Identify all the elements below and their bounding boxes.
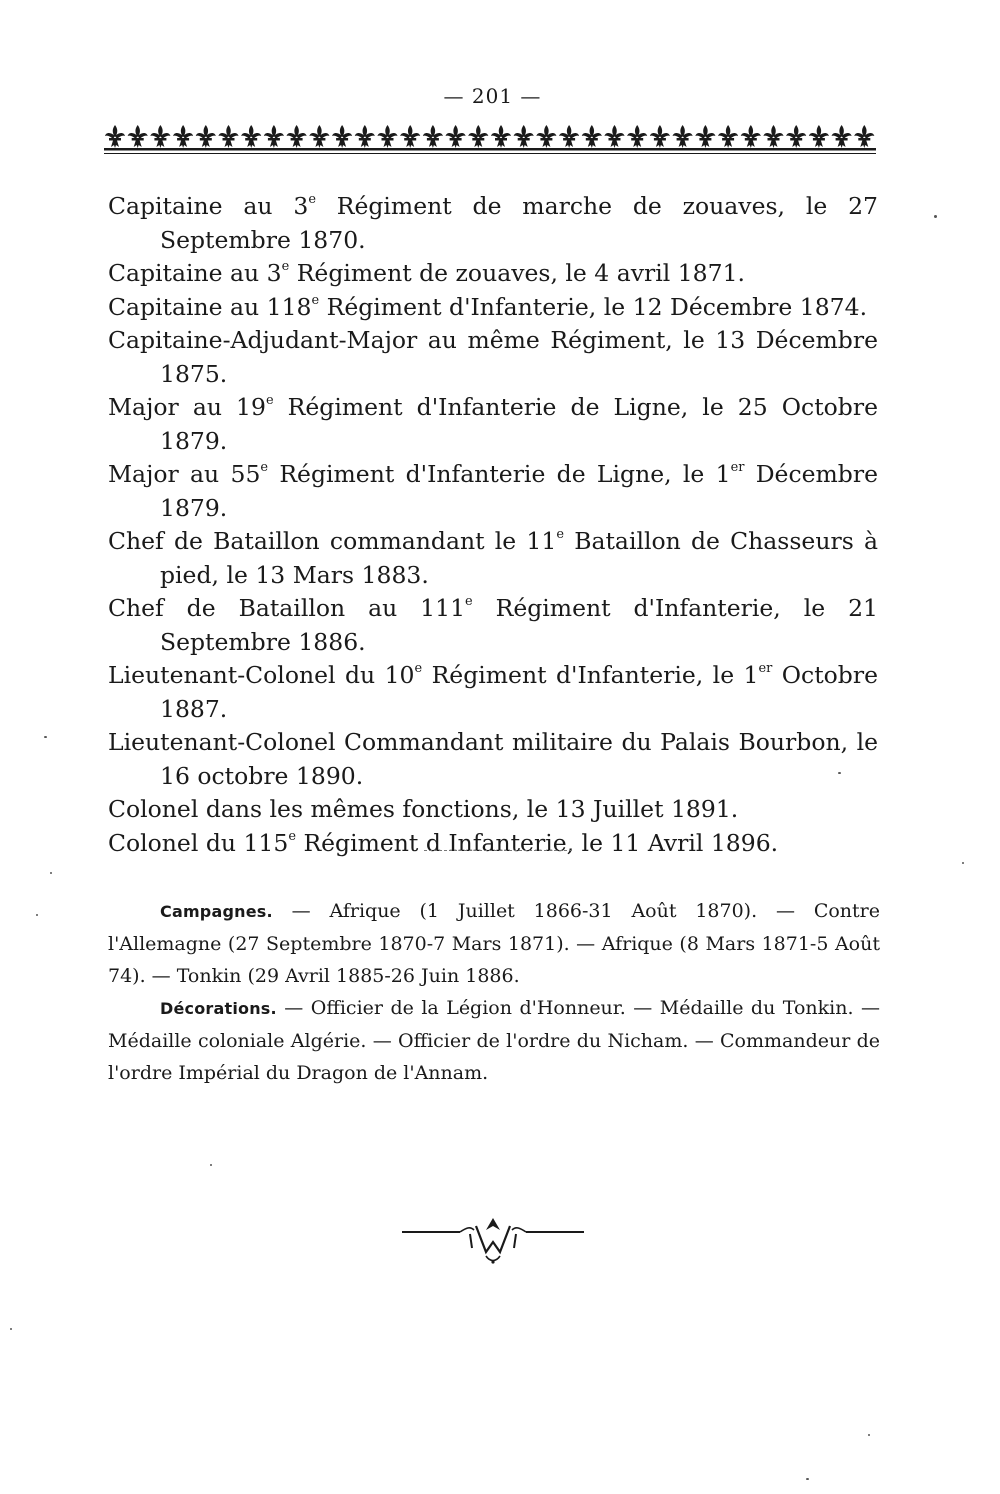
entry-text: Régiment de marche de zouaves, le 27 Septembre 1870. <box>160 192 878 254</box>
fleur-de-lis-icon <box>309 125 329 148</box>
section-divider <box>424 850 572 851</box>
fleur-de-lis-icon <box>446 125 466 148</box>
fleur-de-lis-icon <box>196 125 216 148</box>
entry-text: Lieutenant-Colonel Commandant militaire du Palais Bourbon, le 16 octobre 1890. <box>108 728 878 790</box>
scan-speck <box>934 215 937 218</box>
entry-text: Régiment d'Infanterie, le 1 <box>422 661 759 689</box>
entry-text: Régiment de zouaves, le 4 avril 1871. <box>289 259 746 287</box>
career-entry <box>108 827 878 861</box>
entry-text: Chef de Bataillon au 111 <box>108 594 466 622</box>
ordinal-suffix: e <box>311 292 320 308</box>
entry-text: Colonel du 115 <box>108 828 289 857</box>
fleur-de-lis-icon <box>378 125 398 148</box>
entry-text: Octobre 1887. <box>160 661 878 723</box>
fleur-de-lis-icon <box>673 125 693 148</box>
scan-speck <box>838 772 841 774</box>
ordinal-suffix: e <box>288 828 296 844</box>
ordinal-suffix: e <box>260 460 269 476</box>
fleur-de-lis-icon <box>491 125 511 148</box>
ordinal-suffix: er <box>730 460 745 476</box>
service-notes <box>108 895 880 1089</box>
career-entry <box>108 592 878 659</box>
ordinal-suffix: e <box>281 259 290 275</box>
entry-text: Capitaine au 3 <box>108 192 309 220</box>
career-entry <box>108 257 878 291</box>
entry-text: Régiment d'Infanterie, le 21 Septembre 1886. <box>160 594 878 656</box>
career-entry <box>108 659 878 726</box>
fleur-de-lis-icon <box>809 125 829 148</box>
fleur-de-lis-icon <box>695 125 715 148</box>
fleur-de-lis-icon <box>605 125 625 148</box>
fleur-de-lis-icon <box>150 125 170 148</box>
fleur-de-lis-icon <box>650 125 670 148</box>
ordinal-suffix: e <box>265 393 274 409</box>
scan-speck <box>962 862 964 864</box>
fleur-de-lis-icon <box>786 125 806 148</box>
career-entries <box>108 190 878 860</box>
fleur-de-lis-icon <box>582 125 602 148</box>
fleur-de-lis-icon <box>173 125 193 148</box>
fleur-de-lis-icon <box>128 125 148 148</box>
fleur-de-lis-icon <box>332 125 352 148</box>
fleur-de-lis-icon <box>105 125 125 148</box>
scan-speck <box>50 872 52 874</box>
fleur-de-lis-icon <box>423 125 443 148</box>
fleur-de-lis-icon <box>764 125 784 148</box>
fleur-de-lis-icon <box>559 125 579 148</box>
entry-text: Régiment d Infanterie, le 11 Avril 1896. <box>295 828 779 857</box>
floral-tailpiece-icon <box>400 1212 586 1272</box>
career-entry <box>108 726 878 793</box>
fleur-de-lis-icon <box>241 125 261 148</box>
fleur-de-lis-icon <box>536 125 556 148</box>
ordinal-suffix: er <box>758 661 773 677</box>
entry-text: Capitaine au 3 <box>108 259 282 287</box>
entry-text: Régiment d'Infanterie de Ligne, le 1 <box>268 460 731 488</box>
entry-text: Régiment d'Infanterie de Ligne, le 25 Octobre 1879. <box>160 393 878 455</box>
entry-text: Régiment d'Infanterie, le 12 Décembre 1874. <box>319 292 868 321</box>
entry-text: Major au 19 <box>108 393 266 421</box>
ordinal-suffix: e <box>556 527 564 543</box>
entry-text: Capitaine au 118 <box>108 292 312 321</box>
fleur-de-lis-icon <box>627 125 647 148</box>
campaigns-heading: Campagnes. <box>160 902 273 921</box>
career-entry <box>108 525 878 592</box>
career-entry <box>108 324 878 391</box>
entry-text: Lieutenant-Colonel du 10 <box>108 661 415 689</box>
scan-speck <box>10 1328 12 1330</box>
decorations-text: — Officier de la Légion d'Honneur. — Médaille du Tonkin. — Médaille coloniale Algérie. — Officier de l'ordre du Nicham. — Commandeur de l'ordre Impérial du Dragon de l'Annam. <box>108 997 880 1084</box>
ordinal-suffix: e <box>308 192 316 208</box>
campaigns-note <box>108 895 880 992</box>
ordinal-suffix: e <box>465 594 473 610</box>
decorations-heading: Décorations. <box>160 999 277 1018</box>
fleur-de-lis-icon <box>514 125 534 148</box>
fleur-de-lis-icon <box>219 125 239 148</box>
career-entry <box>108 391 878 458</box>
scan-speck <box>806 1478 809 1480</box>
campaigns-text: — Afrique (1 Juillet 1866-31 Août 1870). — Contre l'Allemagne (27 Septembre 1870-7 Mars 1871). — Afrique (8 Mars 1871-5 Août 74). — Tonkin (29 Avril 1885-26 Juin 1886. <box>108 900 880 987</box>
career-entry <box>108 190 878 257</box>
career-entry <box>108 458 878 525</box>
scan-speck <box>44 736 47 738</box>
fleur-de-lis-icon <box>832 125 852 148</box>
ordinal-suffix: e <box>414 661 423 677</box>
entry-text: Capitaine-Adjudant-Major au même Régiment, le 13 Décembre 1875. <box>108 326 878 388</box>
fleur-de-lis-icon <box>355 125 375 148</box>
entry-text: Bataillon de Chasseurs à pied, le 13 Mars 1883. <box>160 527 878 589</box>
scan-speck <box>868 1434 870 1436</box>
scan-speck <box>210 1164 212 1166</box>
fleur-de-lis-icon <box>718 125 738 148</box>
fleur-de-lis-ornament-band-icon <box>104 122 876 158</box>
entry-text: Décembre 1879. <box>160 460 878 522</box>
fleur-de-lis-icon <box>287 125 307 148</box>
fleur-de-lis-icon <box>468 125 488 148</box>
decorations-note <box>108 992 880 1089</box>
entry-text: Chef de Bataillon commandant le 11 <box>108 527 557 555</box>
scan-speck <box>36 914 38 916</box>
entry-text: Colonel dans les mêmes fonctions, le 13 Juillet 1891. <box>108 795 739 823</box>
fleur-de-lis-icon <box>264 125 284 148</box>
page-number: — 201 — <box>443 84 542 108</box>
fleur-de-lis-icon <box>400 125 420 148</box>
career-entry <box>108 291 878 325</box>
fleur-de-lis-icon <box>854 125 874 148</box>
career-entry <box>108 793 878 827</box>
fleur-de-lis-icon <box>741 125 761 148</box>
entry-text: Major au 55 <box>108 460 261 488</box>
